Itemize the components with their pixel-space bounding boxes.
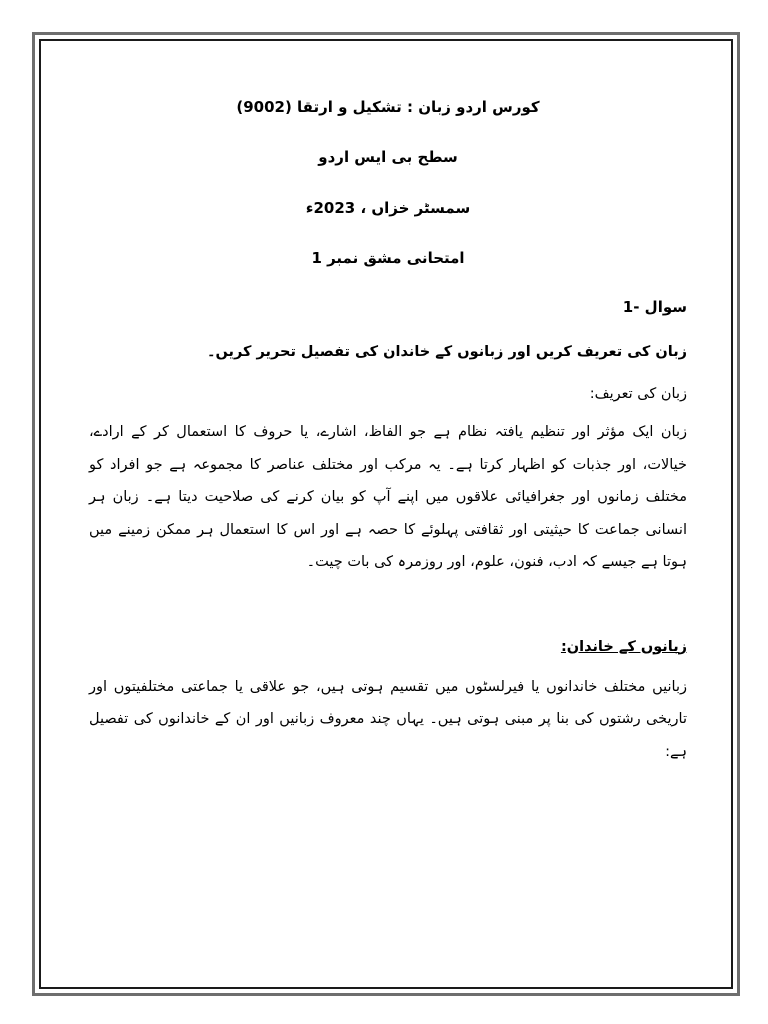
question-text: زبان کی تعریف کریں اور زبانوں کے خاندان کی تفصیل تحریر کریں۔ — [207, 344, 687, 360]
semester-line: سمسٹر خزاں ، 2023ء — [305, 199, 471, 217]
definition-heading: زبان کی تعریف: — [589, 386, 687, 402]
families-heading: زبانوں کے خاندان: — [560, 638, 687, 655]
families-paragraph: زبانیں مختلف خاندانوں یا فیرلسٹوں میں تقسیم ہوتی ہیں، جو علاقی یا جماعتی مختلفیتوں اور تاریخی رشتوں کی بنا پر مبنی ہوتی ہیں۔ یہاں چند معروف زبانیں اور ان کے خاندانوں کی تفصیل ہے: — [89, 678, 687, 760]
document-content — [89, 91, 687, 768]
document-page — [32, 32, 740, 996]
level-line: سطح بی ایس اردو — [318, 148, 458, 166]
question-label: سوال -1 — [622, 298, 687, 316]
page-border — [39, 39, 733, 989]
exercise-title: امتحانی مشق نمبر 1 — [311, 249, 465, 267]
course-title: کورس اردو زبان : تشکیل و ارتقا (9002) — [236, 98, 540, 116]
definition-paragraph: زبان ایک مؤثر اور تنظیم یافتہ نظام ہے جو الفاظ، اشارے، یا حروف کا استعمال کر کے ارادے، خیالات، اور جذبات کو اظہار کرتا ہے۔ یہ مرکب اور مختلف عناصر کا مجموعہ ہے جو افراد کو مختلف زمانوں اور جغرافیائی علاقوں میں اپنے آپ کو بیان کرنے کی صلاحیت دیتا ہے۔ زبان ہر انسانی جماعت کا حیثیتی اور ثقافتی پہلوئے کا حصہ ہے اور اس کا استعمال ہر ممکن زمینے میں ہوتا ہے جیسے کہ ادب، فنون، علوم، اور روزمرہ کی بات چیت۔ — [89, 424, 687, 570]
